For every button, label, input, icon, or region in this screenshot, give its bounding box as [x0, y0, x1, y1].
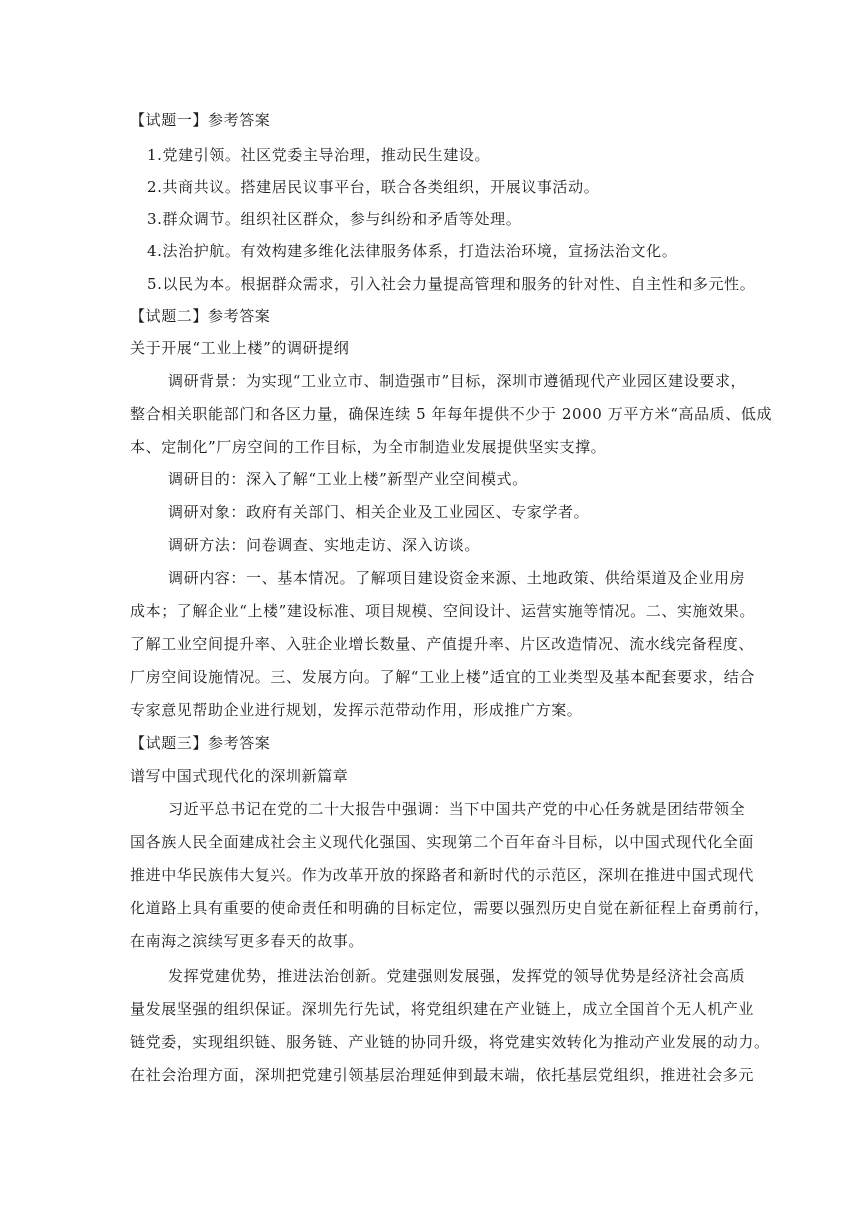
q1-item-2: 2.共商共议。搭建居民议事平台，联合各类组织，开展议事活动。	[147, 178, 600, 196]
q3-para2-line-1: 发挥党建优势，推进法治创新。党建强则发展强，发挥党的领导优势是经济社会高质	[168, 967, 746, 985]
q3-para1-line-3: 推进中华民族伟大复兴。作为改革开放的探路者和新时代的示范区，深圳在推进中国式现代	[130, 866, 755, 884]
q2-title: 关于开展“工业上楼”的调研提纲	[130, 339, 350, 357]
q2-heading: 【试题二】参考答案	[130, 307, 271, 325]
q3-para1-line-1: 习近平总书记在党的二十大报告中强调：当下中国共产党的中心任务就是团结带领全	[168, 800, 746, 818]
q1-item-5: 5.以民为本。根据群众需求，引入社会力量提高管理和服务的针对性、自主性和多元性。	[147, 275, 756, 293]
q3-para2-line-2: 量发展坚强的组织保证。深圳先行先试，将党组织建在产业链上，成立全国首个无人机产业	[130, 1000, 755, 1018]
q2-content-line-2: 成本；了解企业“上楼”建设标准、项目规模、空间设计、运营实施等情况。二、实施效果。	[130, 602, 755, 620]
q3-para1-line-2: 国各族人民全面建成社会主义现代化强国、实现第二个百年奋斗目标，以中国式现代化全面	[130, 833, 755, 851]
q1-heading: 【试题一】参考答案	[130, 111, 271, 129]
q2-background-line-3: 本、定制化”厂房空间的工作目标，为全市制造业发展提供坚实支撑。	[130, 438, 607, 456]
q3-para2-line-3: 链党委，实现组织链、服务链、产业链的协同升级，将党建实效转化为推动产业发展的动力。	[130, 1033, 770, 1051]
q2-background-line-2: 整合相关职能部门和各区力量，确保连续 5 年每年提供不少于 2000 万平方米“高品质、低成	[130, 405, 773, 423]
q2-purpose: 调研目的：深入了解“工业上楼”新型产业空间模式。	[168, 470, 528, 488]
q2-content-line-1: 调研内容：一、基本情况。了解项目建设资金来源、土地政策、供给渠道及企业用房	[168, 569, 746, 587]
q1-item-4: 4.法治护航。有效构建多维化法律服务体系，打造法治环境，宣扬法治文化。	[147, 242, 678, 260]
q3-heading: 【试题三】参考答案	[130, 734, 271, 752]
q2-content-line-5: 专家意见帮助企业进行规划，发挥示范带动作用，形成推广方案。	[130, 701, 583, 719]
q2-content-line-4: 厂房空间设施情况。三、发展方向。了解“工业上楼”适宜的工业类型及基本配套要求，结合	[130, 668, 755, 686]
q3-para1-line-4: 化道路上具有重要的使命责任和明确的目标定位，需要以强烈历史自觉在新征程上奋勇前行，	[130, 899, 770, 917]
q3-para1-line-5: 在南海之滨续写更多春天的故事。	[130, 932, 365, 950]
q2-background-line-1: 调研背景：为实现“工业立市、制造强市”目标，深圳市遵循现代产业园区建设要求，	[168, 372, 747, 390]
q1-item-3: 3.群众调节。组织社区群众，参与纠纷和矛盾等处理。	[147, 210, 522, 228]
q1-item-1: 1.党建引领。社区党委主导治理，推动民生建设。	[147, 146, 491, 164]
q2-method: 调研方法：问卷调查、实地走访、深入访谈。	[168, 536, 481, 554]
q2-content-line-3: 了解工业空间提升率、入驻企业增长数量、产值提升率、片区改造情况、流水线完备程度、	[130, 635, 755, 653]
q3-para2-line-4: 在社会治理方面，深圳把党建引领基层治理延伸到最末端，依托基层党组织，推进社会多元	[130, 1066, 755, 1084]
q3-title: 谱写中国式现代化的深圳新篇章	[130, 767, 349, 785]
q2-target: 调研对象：政府有关部门、相关企业及工业园区、专家学者。	[168, 503, 590, 521]
